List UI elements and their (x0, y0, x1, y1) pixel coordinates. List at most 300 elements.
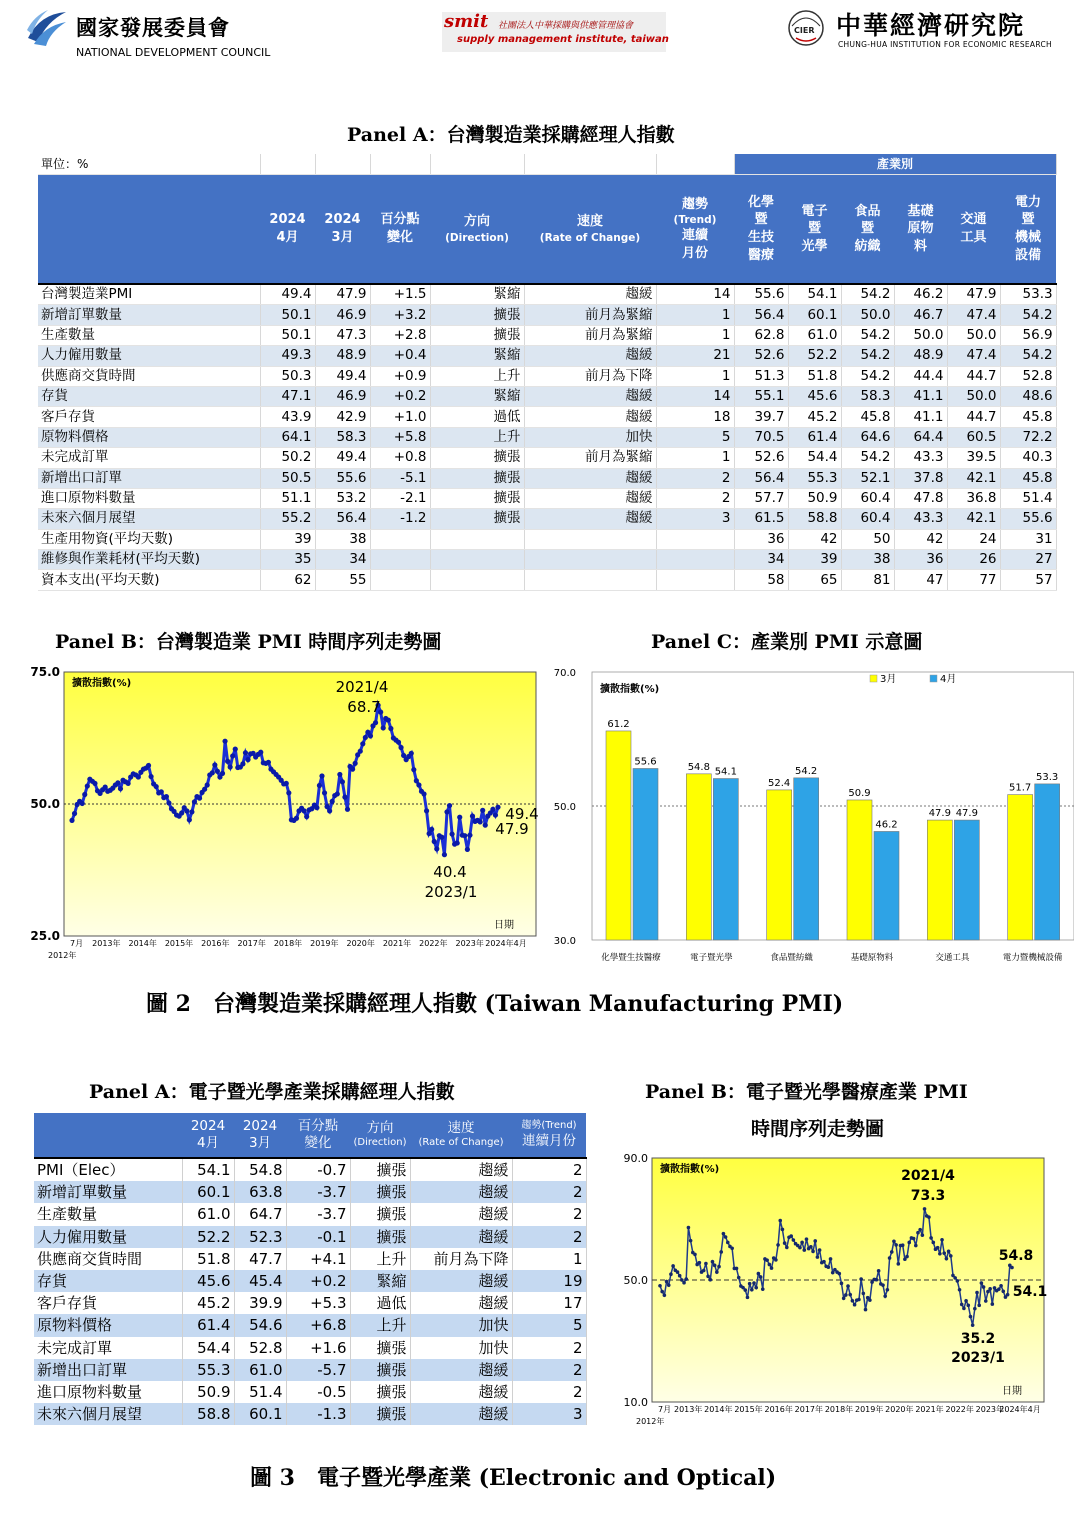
data-point (118, 786, 123, 791)
data-point (724, 1235, 728, 1239)
ndc-name-cn: 國家發展委員會 (76, 15, 230, 40)
row-label: 原物料價格 (38, 427, 260, 447)
bar (874, 831, 899, 940)
table-cell: 49.3 (260, 346, 315, 366)
data-point (761, 1287, 765, 1291)
data-point (663, 1293, 667, 1297)
table-cell: +5.3 (286, 1292, 350, 1314)
data-point (962, 1307, 966, 1311)
table-cell: 擴張 (350, 1203, 410, 1225)
data-point (912, 1237, 916, 1241)
table-cell: 2 (512, 1203, 586, 1225)
table-cell: 47.3 (315, 325, 370, 345)
data-point (669, 1272, 673, 1276)
table-cell: 擴張 (430, 468, 524, 488)
table-cell: 緊縮 (430, 386, 524, 406)
data-point (225, 759, 230, 764)
column-header (315, 175, 370, 285)
data-point (360, 741, 365, 746)
data-point (846, 1284, 850, 1288)
fig2-panel-c-title: Panel C：產業別 PMI 示意圖 (651, 631, 923, 653)
column-header-line: 百分點 (380, 212, 420, 228)
column-header-line: 速度 (447, 1120, 475, 1137)
legend-swatch (870, 675, 877, 682)
data-point (864, 1308, 868, 1312)
data-point (999, 1284, 1003, 1288)
data-point (286, 790, 291, 795)
data-point (977, 1304, 981, 1308)
table-cell: 60.1 (234, 1403, 286, 1425)
table-cell: 36 (734, 529, 788, 549)
table-cell: 14 (656, 386, 734, 406)
column-header-line: 速度 (576, 214, 603, 230)
data-point (411, 767, 416, 772)
x-tick-label: 2022年 (419, 939, 448, 948)
column-header-line: 百分點 (297, 1118, 339, 1135)
data-point (958, 1288, 962, 1292)
x-tick-label: 2019年 (854, 1405, 884, 1414)
table-cell: 58.8 (182, 1403, 234, 1425)
bar (847, 800, 872, 940)
table-row (34, 1337, 586, 1359)
table-cell: 55.2 (260, 509, 315, 529)
row-label: 客戶存貨 (38, 407, 260, 427)
data-point (682, 1281, 686, 1285)
column-header-line: 電子 (801, 203, 828, 219)
data-point (337, 772, 342, 777)
table-row (34, 1292, 586, 1314)
data-point (743, 1288, 747, 1292)
legend-label: 4月 (940, 674, 957, 685)
data-point (243, 750, 248, 755)
data-point (966, 1304, 970, 1308)
cier-name-en: CHUNG-HUA INSTITUTION FOR ECONOMIC RESEARCH (838, 40, 1052, 49)
table-cell: 擴張 (430, 509, 524, 529)
data-point (432, 839, 437, 844)
data-point (811, 1250, 815, 1254)
data-point (245, 757, 250, 762)
data-point (735, 1267, 739, 1271)
y-tick-label: 50.0 (623, 1274, 648, 1287)
y-tick-label: 90.0 (623, 1152, 648, 1165)
table-cell: 44.7 (947, 407, 1000, 427)
data-point (381, 725, 386, 730)
table-cell: 50.0 (947, 325, 1000, 345)
data-point (853, 1303, 857, 1307)
data-point (228, 764, 233, 769)
data-point (888, 1256, 892, 1260)
annotation-value: 73.3 (910, 1188, 946, 1204)
data-point (818, 1248, 822, 1252)
data-point (897, 1262, 901, 1266)
table-cell: 60.1 (788, 305, 841, 325)
row-label: 供應商交貨時間 (34, 1248, 182, 1270)
table-cell: 54.2 (1000, 305, 1056, 325)
data-point (373, 720, 378, 725)
table-cell: 40.3 (1000, 448, 1056, 468)
table-cell: 2 (512, 1181, 586, 1203)
data-point (886, 1288, 890, 1292)
column-header-line: 4月 (196, 1135, 220, 1151)
data-point (778, 1219, 782, 1223)
data-point (166, 800, 171, 805)
table-cell: 63.8 (234, 1181, 286, 1203)
table-cell: 52.6 (734, 448, 788, 468)
data-point (964, 1299, 968, 1303)
data-point (726, 1241, 730, 1245)
table-cell: 54.1 (788, 284, 841, 305)
table-cell: -1.3 (286, 1403, 350, 1425)
table-cell: +3.2 (370, 305, 430, 325)
table-cell: 1 (512, 1248, 586, 1270)
table-row (34, 1314, 586, 1336)
row-label: 供應商交貨時間 (38, 366, 260, 386)
data-point (781, 1228, 785, 1232)
data-point (222, 739, 227, 744)
table-cell: 18 (656, 407, 734, 427)
table-cell (524, 550, 656, 570)
data-point (327, 808, 332, 813)
x-tick-label: 2015年 (164, 939, 194, 948)
table-cell: 加快 (410, 1337, 512, 1359)
table-cell: 50.5 (260, 468, 315, 488)
table-cell: +0.2 (370, 386, 430, 406)
table-cell (656, 570, 734, 590)
data-point (975, 1291, 979, 1295)
annotation-value: 49.4 (505, 805, 539, 823)
table-cell: 19 (512, 1270, 586, 1292)
data-point (862, 1292, 866, 1296)
row-label: 進口原物料數量 (34, 1381, 182, 1403)
data-point (215, 769, 220, 774)
y-axis-label: 擴散指數(%) (660, 1164, 720, 1175)
data-point (960, 1303, 964, 1307)
table-cell: -1.2 (370, 509, 430, 529)
table-cell: 緊縮 (430, 284, 524, 305)
data-point (704, 1262, 708, 1266)
table-row (38, 468, 1056, 488)
data-point (857, 1298, 861, 1302)
table-cell: 50.1 (260, 325, 315, 345)
table-cell: 擴張 (350, 1381, 410, 1403)
annotation-value: 54.8 (998, 1248, 1034, 1264)
row-label: 維修與作業耗材(平均天數) (38, 550, 260, 570)
table-cell: 55.6 (734, 284, 788, 305)
table-cell: 上升 (350, 1314, 410, 1336)
data-point (447, 803, 452, 808)
table-cell: 61.4 (182, 1314, 234, 1336)
data-point (340, 779, 345, 784)
table-cell: 45.8 (1000, 407, 1056, 427)
data-point (416, 782, 421, 787)
data-point (765, 1258, 769, 1262)
data-point (715, 1270, 719, 1274)
x-tick-label: 2023年 (975, 1405, 1005, 1414)
data-point (737, 1276, 741, 1280)
table-cell: +1.0 (370, 407, 430, 427)
table-cell: 48.9 (894, 346, 947, 366)
table-row (38, 427, 1056, 447)
column-header (947, 175, 1000, 285)
table-cell: +0.8 (370, 448, 430, 468)
data-point (148, 774, 153, 779)
column-header (512, 1113, 586, 1158)
column-header (524, 175, 656, 285)
data-point (956, 1279, 960, 1283)
table-cell: 47.9 (315, 284, 370, 305)
x-tick-label: 2015年 (734, 1405, 763, 1414)
table-cell: 2 (512, 1158, 586, 1181)
data-point (317, 783, 322, 788)
table-cell: 34 (734, 550, 788, 570)
data-point (881, 1283, 885, 1287)
data-point (421, 791, 426, 796)
data-point (671, 1264, 675, 1268)
table-cell: 1 (656, 448, 734, 468)
column-header-line: 暨 (1021, 212, 1035, 228)
header-blank (38, 175, 260, 285)
column-header-line: 月份 (681, 245, 708, 261)
column-header-line: 2024 (269, 212, 306, 228)
x-category-label: 電力暨機械設備 (1002, 953, 1063, 963)
table-cell: 51.3 (734, 366, 788, 386)
table-row (38, 366, 1056, 386)
table-cell: 47 (894, 570, 947, 590)
data-point (947, 1250, 951, 1254)
table-cell: 61.0 (182, 1203, 234, 1225)
table-cell: 21 (656, 346, 734, 366)
data-point (785, 1246, 789, 1250)
table-cell: 77 (947, 570, 1000, 590)
table-cell: 49.4 (315, 366, 370, 386)
table-cell: 36.8 (947, 488, 1000, 508)
table-cell: 47.4 (947, 305, 1000, 325)
annotation-date: 2021/4 (901, 1168, 955, 1184)
table-row (34, 1158, 586, 1181)
data-point (901, 1243, 905, 1247)
bar (633, 768, 658, 940)
x-tick-label: 2016年 (764, 1405, 793, 1414)
table-cell: 24 (947, 529, 1000, 549)
column-header (430, 175, 524, 285)
table-cell: 5 (656, 427, 734, 447)
table-cell: 64.7 (234, 1203, 286, 1225)
data-point (905, 1255, 909, 1259)
data-point (233, 746, 238, 751)
column-header-line: (Rate of Change) (539, 231, 641, 244)
table-cell: 70.5 (734, 427, 788, 447)
data-point (345, 807, 350, 812)
table-cell: 50 (841, 529, 894, 549)
table-cell: 57.7 (734, 488, 788, 508)
table-cell: +1.6 (286, 1337, 350, 1359)
table-cell: 趨緩 (524, 468, 656, 488)
elec-pmi-table (34, 1113, 587, 1425)
table-cell: 64.6 (841, 427, 894, 447)
data-point (470, 814, 475, 819)
table-row (38, 488, 1056, 508)
column-header-line: 變化 (386, 230, 413, 245)
data-point (197, 796, 202, 801)
table-cell: +0.9 (370, 366, 430, 386)
data-point (868, 1298, 872, 1302)
data-point (258, 750, 263, 755)
row-label: 未來六個月展望 (34, 1403, 182, 1425)
table-cell: 51.4 (234, 1381, 286, 1403)
x-tick-label: 2024年4月 (485, 939, 527, 948)
table-cell: 43.9 (260, 407, 315, 427)
column-header-line: 連續 (681, 228, 708, 244)
data-point (689, 1239, 693, 1243)
table-cell: 42 (894, 529, 947, 549)
table-cell: 64.4 (894, 427, 947, 447)
table-cell: 趨緩 (410, 1292, 512, 1314)
column-header-line: 原物 (907, 221, 934, 237)
table-cell: 47.8 (894, 488, 947, 508)
table-cell: 55.6 (1000, 509, 1056, 529)
bar (713, 779, 738, 940)
x-category-label: 食品暨紡織 (770, 953, 813, 963)
table-cell: 61.0 (234, 1359, 286, 1381)
table-cell: -5.1 (370, 468, 430, 488)
table-cell: 17 (512, 1292, 586, 1314)
data-point (495, 805, 500, 810)
column-header-line: 基礎 (907, 203, 934, 219)
table-row (38, 550, 1056, 570)
table-cell: 58 (734, 570, 788, 590)
bar-value-label: 55.6 (634, 756, 657, 768)
y-tick-label: 50.0 (553, 802, 576, 813)
table-cell: 加快 (410, 1314, 512, 1336)
x-tick-label: 2014年 (128, 939, 157, 948)
industry-group-header: 產業別 (734, 154, 1056, 175)
table-cell: +1.5 (370, 284, 430, 305)
column-header-line: 3月 (331, 230, 354, 245)
column-header-line: 趨勢 (681, 196, 708, 212)
table-row (38, 407, 1056, 427)
data-point (942, 1251, 946, 1255)
data-point (212, 762, 217, 767)
row-label: PMI（Elec） (34, 1158, 182, 1181)
y-tick-label: 50.0 (30, 797, 60, 811)
table-row (38, 386, 1056, 406)
y-tick-label: 75.0 (30, 665, 60, 679)
y-tick-label: 30.0 (553, 936, 576, 947)
table-row (34, 1248, 586, 1270)
table-cell: -3.7 (286, 1181, 350, 1203)
data-point (827, 1265, 831, 1269)
table-cell: 61.4 (788, 427, 841, 447)
table-cell (370, 529, 430, 549)
table-cell (430, 529, 524, 549)
row-label: 進口原物料數量 (38, 488, 260, 508)
data-point (396, 740, 401, 745)
table-cell: -0.5 (286, 1381, 350, 1403)
table-cell: 前月為下降 (524, 366, 656, 386)
column-header-line: 連續月份 (522, 1132, 576, 1149)
table-cell: 擴張 (350, 1158, 410, 1181)
row-label: 存貨 (34, 1270, 182, 1292)
data-point (350, 767, 355, 772)
table-cell: 58.3 (841, 386, 894, 406)
data-point (969, 1315, 973, 1319)
x-tick-label: 2017年 (237, 939, 266, 948)
data-point (693, 1253, 697, 1257)
data-point (800, 1241, 804, 1245)
table-cell: 過低 (430, 407, 524, 427)
table-cell: 趨緩 (524, 488, 656, 508)
data-point (444, 809, 449, 814)
column-header (182, 1113, 234, 1158)
table-cell: 50.0 (894, 325, 947, 345)
data-point (230, 753, 235, 758)
table-cell: 45.2 (788, 407, 841, 427)
data-point (480, 808, 485, 813)
data-point (442, 852, 447, 857)
table-cell: 50.2 (260, 448, 315, 468)
data-point (667, 1283, 671, 1287)
table-cell: 趨緩 (410, 1158, 512, 1181)
table-cell: 趨緩 (524, 346, 656, 366)
table-cell: 52.8 (234, 1337, 286, 1359)
data-point (840, 1282, 844, 1286)
data-point (894, 1243, 898, 1247)
x-tick-label: 2018年 (273, 939, 303, 948)
table-cell: 51.4 (1000, 488, 1056, 508)
column-header (841, 175, 894, 285)
data-point (192, 799, 197, 804)
table-cell: 52.8 (1000, 366, 1056, 386)
table-cell: 擴張 (350, 1226, 410, 1248)
table-cell (370, 550, 430, 570)
table-cell: 54.2 (841, 366, 894, 386)
table-cell: 62 (260, 570, 315, 590)
data-point (154, 784, 159, 789)
data-point (953, 1276, 957, 1280)
table-cell: 50.0 (947, 386, 1000, 406)
data-point (92, 781, 97, 786)
table-cell: 52.2 (182, 1226, 234, 1248)
table-cell: 47.1 (260, 386, 315, 406)
table-cell: 2 (512, 1359, 586, 1381)
cier-abbr: CIER (794, 26, 815, 35)
data-point (676, 1270, 680, 1274)
data-point (984, 1299, 988, 1303)
row-label: 生產數量 (38, 325, 260, 345)
data-point (945, 1257, 949, 1261)
table-cell: 前月為緊縮 (524, 325, 656, 345)
bar (954, 820, 979, 940)
table-row (38, 305, 1056, 325)
table-cell: 60.1 (182, 1181, 234, 1203)
data-point (914, 1244, 918, 1248)
table-cell: 48.9 (315, 346, 370, 366)
table-cell: 46.2 (894, 284, 947, 305)
x-tick-label: 2019年 (310, 939, 339, 948)
data-point (971, 1323, 975, 1327)
table-cell: 54.6 (234, 1314, 286, 1336)
data-point (918, 1228, 922, 1232)
data-point (837, 1272, 841, 1276)
x-category-label: 化學暨生技醫療 (601, 953, 661, 963)
data-point (189, 809, 194, 814)
table-cell: 2 (656, 488, 734, 508)
data-point (730, 1246, 734, 1250)
x-tick-label: 2018年 (824, 1405, 854, 1414)
data-point (927, 1215, 931, 1219)
table-cell: 54.4 (788, 448, 841, 468)
data-point (938, 1252, 942, 1256)
